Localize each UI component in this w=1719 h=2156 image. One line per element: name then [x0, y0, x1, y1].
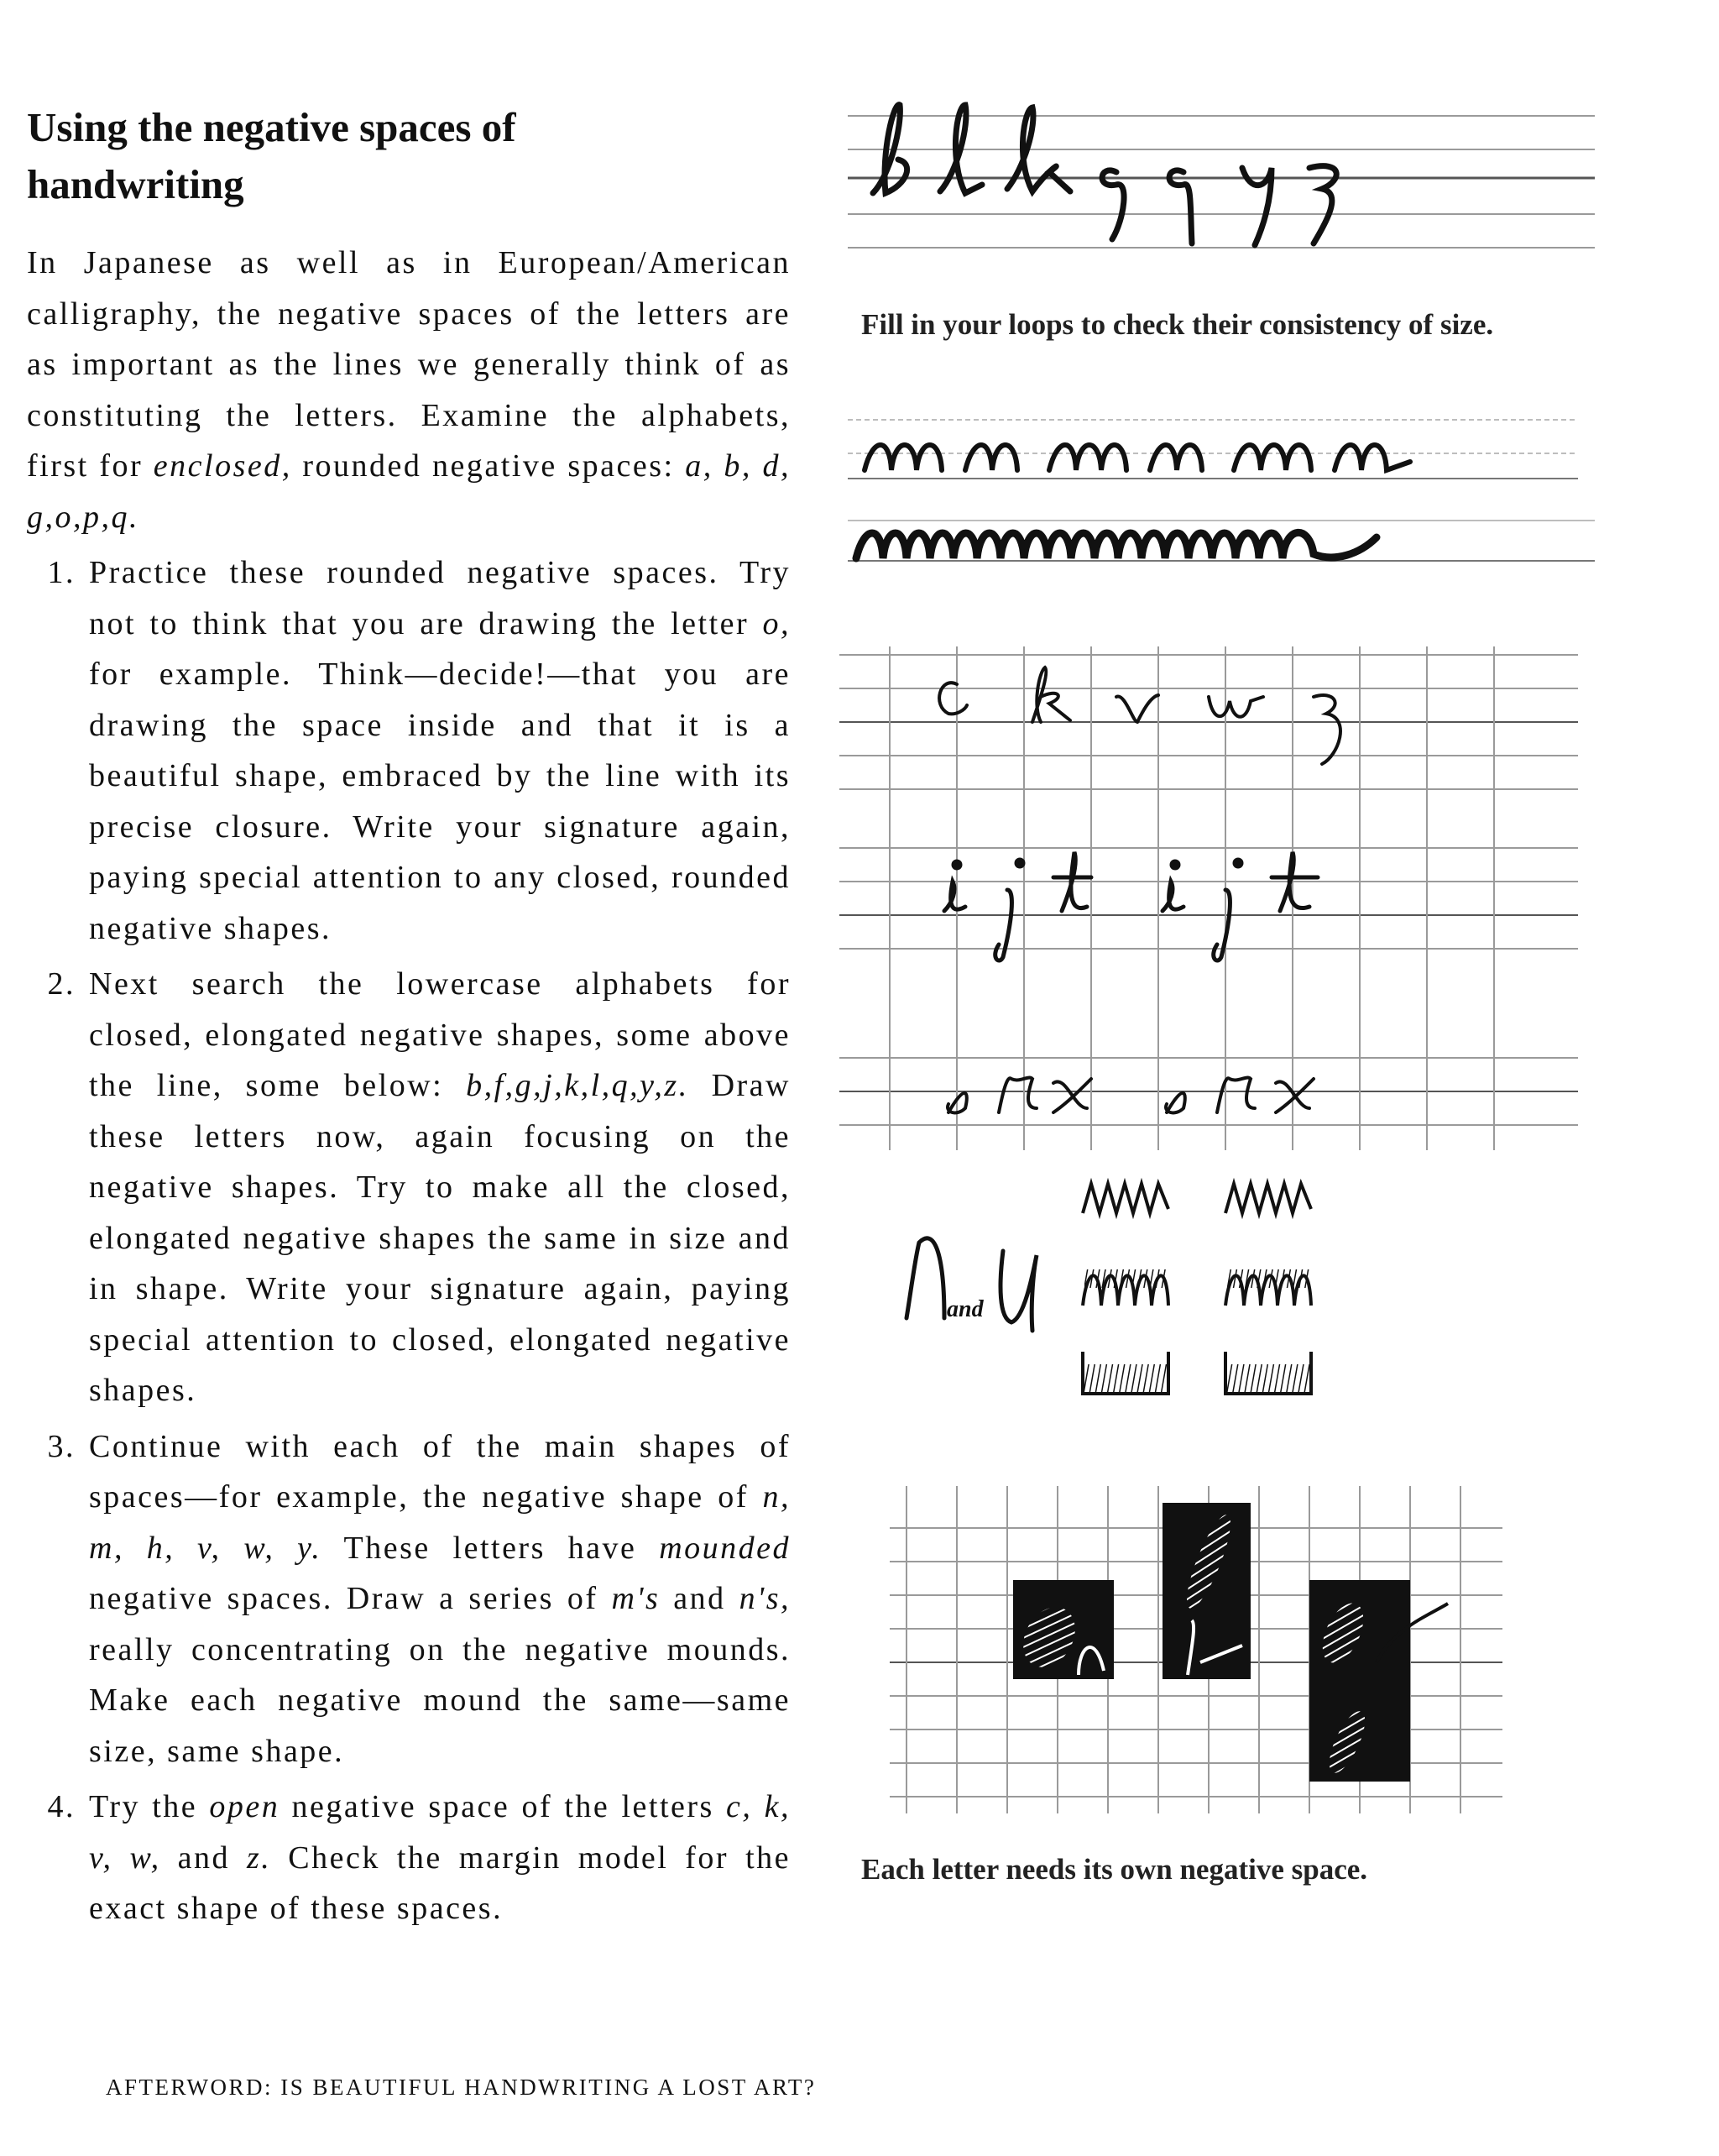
row4-cursive — [939, 667, 1340, 764]
row1-cursive — [873, 105, 1336, 245]
item-text: for example. Think—decide!—that you are drawing the space inside and that it is a beautiful shape, embraced by the line with its precise closure. Write your signature again, paying special attention to any closed, rounded negative shapes. — [89, 657, 791, 946]
item-text: and — [660, 1581, 739, 1616]
intro-letters: a, b, d, g,o,p,q. — [27, 448, 792, 535]
list-item — [86, 547, 791, 954]
mound-hatch-left — [1084, 1269, 1167, 1288]
item-text: negative spaces. Draw a series of — [89, 1581, 612, 1616]
caption-loops: Fill in your loops to check their consistency of size. — [861, 308, 1494, 341]
boxed-letter-a — [1013, 1580, 1114, 1679]
item-emphasis: m's — [611, 1581, 661, 1616]
row5-cursive — [944, 852, 1318, 960]
and-label: and — [947, 1296, 984, 1322]
item-text: and — [160, 1839, 247, 1876]
body-text — [27, 238, 791, 1939]
item-emphasis: o, — [762, 605, 791, 641]
title-line-1: Using the negative spaces of — [27, 104, 516, 150]
cup-hatch-right — [1227, 1364, 1309, 1393]
intro-middle: rounded negative spaces: — [291, 448, 686, 484]
row2-ruled-lines — [848, 420, 1578, 479]
page-title — [27, 99, 782, 213]
item-emphasis: mounded — [659, 1530, 791, 1566]
mound-hatch-right — [1227, 1269, 1309, 1288]
row2-letters: m n m n m n — [856, 388, 899, 397]
item-emphasis: c, k, v, w, — [89, 1789, 791, 1876]
handwriting-figure — [839, 0, 1719, 1931]
row1-letters: b l k g q y z — [856, 27, 896, 36]
item-emphasis: open — [209, 1789, 280, 1824]
boxed-letter-g — [1309, 1580, 1448, 1782]
row6-cursive — [948, 1078, 1314, 1113]
caption-negative-space: Each letter needs its own negative space. — [861, 1853, 1368, 1886]
list-item — [86, 959, 791, 1416]
item-text: Try the — [89, 1789, 210, 1824]
instruction-list — [27, 547, 791, 1934]
mound-patterns — [1083, 1184, 1311, 1394]
item-emphasis: b,f,g,j,k,l,q,y,z. — [466, 1068, 689, 1103]
row3-cursive — [856, 532, 1377, 558]
boxed-letter-l — [1163, 1503, 1251, 1679]
item-emphasis: z. — [246, 1839, 272, 1876]
figure-canvas — [839, 0, 1719, 1931]
item-text: negative space of the letters — [280, 1789, 727, 1824]
row3-letters: mmmmmmmmmmn — [856, 497, 926, 506]
item-text: These letters have — [321, 1530, 660, 1566]
list-item — [86, 1421, 791, 1777]
intro-paragraph — [27, 238, 791, 542]
item-emphasis: n, m, h, v, w, y. — [89, 1479, 791, 1566]
row6-letters: s r x s r x — [856, 1034, 887, 1044]
title-line-2: handwriting — [27, 161, 244, 207]
row5-letters: i j t i j t — [856, 824, 881, 834]
boxed-letters-label: a — [856, 1471, 860, 1480]
list-item — [86, 1782, 791, 1934]
item-text: Draw these letters now, again focusing on the negative shapes. Try to make all the closed, elongated negative shapes the same in size and in shape. Write your signature again, paying special attention to closed, elongated negative shapes. — [89, 1068, 791, 1408]
running-footer: AFTERWORD: IS BEAUTIFUL HANDWRITING A LOST ART? — [106, 2075, 817, 2100]
item-text: really concentrating on the negative mounds. Make each negative mound the same—same size, same shape. — [89, 1631, 791, 1769]
item-text: Practice these rounded negative spaces. Try not to think that you are drawing the letter — [89, 555, 791, 641]
item-text: Continue with each of the main shapes of spaces—for example, the negative shape of — [89, 1428, 791, 1515]
item-text: Next search the lowercase alphabets for closed, elongated negative shapes, some above the line, some below: — [89, 966, 791, 1103]
cup-hatch-left — [1084, 1364, 1167, 1393]
row2-cursive — [865, 445, 1410, 470]
row4-letters: c k v w z — [856, 631, 887, 641]
intro-lead: In Japanese as well as in European/American calligraphy, the negative spaces of the letters are as important as the lines we generally think of as constituting the letters. Examine the alphabets, first for — [27, 245, 791, 484]
item-text: Check the margin model for the exact shape of these spaces. — [89, 1839, 791, 1926]
item-emphasis: n's, — [739, 1581, 791, 1616]
intro-emphasis: enclosed, — [153, 448, 292, 484]
